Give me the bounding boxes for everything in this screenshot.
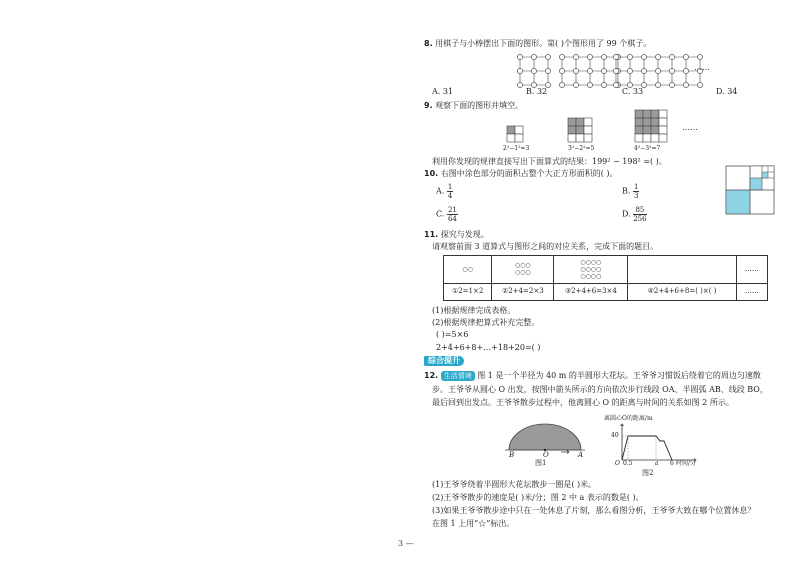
q10-a-num: 1 xyxy=(447,183,453,191)
chess-piece-icon xyxy=(627,68,632,73)
chess-piece-icon xyxy=(545,54,550,59)
fig1-label-b: B xyxy=(509,451,515,459)
chess-piece-icon xyxy=(641,68,646,73)
q11-eq-2: ②2+4=2×3 xyxy=(492,283,554,300)
q9-caption-2: 3²−2²=5 xyxy=(568,145,595,152)
chess-piece-icon xyxy=(655,54,660,59)
q10-option-c-label: C. xyxy=(436,209,445,219)
q11-fill-line-1[interactable]: ( )=5×6 xyxy=(436,330,469,339)
q10-a-den: 4 xyxy=(447,192,453,200)
q9-text: 观察下面的图形并填空。 xyxy=(435,101,524,110)
section-title-badge: 综合提升 xyxy=(424,356,464,366)
chess-piece-icon xyxy=(587,54,592,59)
chess-piece-icon xyxy=(573,82,578,87)
q11-eq-4[interactable]: ④2+4+6+8=( )×( ) xyxy=(628,283,736,300)
q10-square-figure xyxy=(726,166,774,214)
chess-piece-icon xyxy=(559,82,564,87)
q9-figures xyxy=(500,110,690,150)
q10-option-c[interactable] xyxy=(436,206,458,223)
q10-c-den: 64 xyxy=(447,215,457,223)
chess-piece-icon xyxy=(517,54,522,59)
q11-sub2: (2)根据规律把算式补充完整。 xyxy=(432,318,540,327)
q12-sub3b: 在图 1 上用“☆”标出。 xyxy=(432,519,515,528)
chess-piece-icon xyxy=(587,68,592,73)
fig2-ylabel: 离圆心O的距离/m xyxy=(604,415,653,422)
q11-sub1: (1)根据规律完成表格。 xyxy=(432,306,516,315)
q12-text-1: 图 1 是一个半径为 40 m 的半圆形大花坛。王爷爷习惯饭后绕着它的周边匀速散 xyxy=(477,371,761,380)
fig1-label-o: O xyxy=(543,451,549,459)
fig2-x3: 6 xyxy=(670,460,674,467)
q8-dots: …… xyxy=(694,63,710,72)
chess-piece-icon xyxy=(697,82,702,87)
chess-piece-icon xyxy=(545,68,550,73)
fig2-x2: a xyxy=(655,460,659,467)
q12-number: 12. xyxy=(424,371,439,380)
page-number: 3 — xyxy=(398,539,414,548)
q8-number: 8. xyxy=(424,39,433,48)
q10-c-num: 21 xyxy=(447,206,457,214)
chess-piece-icon xyxy=(517,82,522,87)
q12-figure-2 xyxy=(616,424,696,464)
fig2-x1: 0.5 xyxy=(623,460,633,467)
q10-option-b-label: B. xyxy=(622,186,631,196)
q12-line-1 xyxy=(424,372,761,380)
chess-piece-icon xyxy=(697,54,702,59)
fig2-y40: 40 xyxy=(611,432,619,439)
q11-pattern-row xyxy=(444,256,768,284)
q10-option-a-fraction xyxy=(447,183,453,200)
q11-pattern-cell-5: …… xyxy=(736,256,767,284)
q10-option-b-fraction xyxy=(633,183,639,200)
q12-text-2: 步。王爷爷从圆心 O 出发，按图中箭头所示的方向依次步行线段 OA、半圆弧 AB、线段 BO， xyxy=(432,385,768,394)
q8-figures xyxy=(516,53,696,87)
q11-line xyxy=(424,231,489,239)
q10-option-a[interactable] xyxy=(436,183,453,200)
q12-context-tag: 生活情境 xyxy=(441,371,475,381)
chess-piece-icon xyxy=(613,54,618,59)
q11-eq-3: ③2+4+6=3×4 xyxy=(554,283,628,300)
fig2-caption: 图2 xyxy=(642,469,654,477)
q10-text: 右图中涂色部分的面积占整个大正方形面积的( )。 xyxy=(440,169,618,178)
chess-piece-icon xyxy=(559,54,564,59)
q8-option-d[interactable]: D. 34 xyxy=(716,87,738,96)
chess-piece-icon xyxy=(669,54,674,59)
q10-b-den: 3 xyxy=(633,192,639,200)
q10-line xyxy=(424,170,618,178)
q11-fill-line-2[interactable]: 2+4+6+8+…+18+20=( ) xyxy=(436,343,541,352)
q8-figure-2 xyxy=(559,54,620,87)
q10-b-num: 1 xyxy=(633,183,639,191)
q11-equation-row xyxy=(444,283,768,300)
chess-piece-icon xyxy=(683,68,688,73)
q10-d-den: 256 xyxy=(633,215,647,223)
q11-pattern-cell-1: ○○ xyxy=(444,256,492,284)
q12-sub1[interactable]: (1)王爷爷绕着半圆形大花坛散步一圈是( )米。 xyxy=(432,480,597,489)
chess-piece-icon xyxy=(531,54,536,59)
q9-grid-3 xyxy=(635,110,667,142)
q11-pattern-table xyxy=(443,255,768,301)
chess-piece-icon xyxy=(601,82,606,87)
chess-piece-icon xyxy=(683,82,688,87)
q9-line xyxy=(424,102,523,110)
q11-eq-1: ①2=1×2 xyxy=(444,283,492,300)
q9-caption-3: 4²−3²=7 xyxy=(634,145,661,152)
q12-text-3: 最后回到出发点。王爷爷散步过程中，他离圆心 O 的距离与时间的关系如图 2 所示。 xyxy=(432,398,734,407)
q8-figure-3 xyxy=(613,54,702,87)
chess-piece-icon xyxy=(669,68,674,73)
q12-sub3: (3)如果王爷爷散步途中只在一处休息了片刻，那么看图分析，王爷爷大致在哪个位置休息？ xyxy=(432,506,756,515)
chess-piece-icon xyxy=(655,82,660,87)
q11-pattern-cell-4[interactable] xyxy=(628,256,736,284)
q8-option-c[interactable]: C. 33 xyxy=(622,87,644,96)
chess-piece-icon xyxy=(601,54,606,59)
q11-pattern-cell-2: ○○○ ○○○ xyxy=(492,256,554,284)
chess-piece-icon xyxy=(655,68,660,73)
q11-pattern-cell-3: ○○○○ ○○○○ ○○○○ xyxy=(554,256,628,284)
q10-d-num: 85 xyxy=(633,206,646,215)
chess-piece-icon xyxy=(613,82,618,87)
q11-instructions: 请观察前面 3 道算式与图形之间的对应关系，完成下面的题目。 xyxy=(432,242,659,251)
chess-piece-icon xyxy=(627,54,632,59)
q10-option-b[interactable] xyxy=(622,183,639,200)
q8-text: 用棋子与小棒摆出下面的图形。第( )个图形用了 99 个棋子。 xyxy=(435,39,652,48)
chess-piece-icon xyxy=(531,68,536,73)
q8-option-b[interactable]: B. 32 xyxy=(526,87,548,96)
chess-piece-icon xyxy=(573,68,578,73)
q8-option-a[interactable]: A. 31 xyxy=(432,87,454,96)
q9-grid-2 xyxy=(568,118,592,142)
chess-piece-icon xyxy=(573,54,578,59)
chess-piece-icon xyxy=(587,82,592,87)
q10-option-d-fraction xyxy=(633,206,646,223)
chess-piece-icon xyxy=(517,68,522,73)
q10-option-a-label: A. xyxy=(436,186,445,196)
q10-option-d-label: D. xyxy=(622,209,631,219)
chess-piece-icon xyxy=(601,68,606,73)
q9-number: 9. xyxy=(424,101,433,110)
q8-line xyxy=(424,40,651,48)
q11-number: 11. xyxy=(424,230,439,239)
q9-caption-1: 2²−1²=3 xyxy=(503,145,530,152)
q9-dots: …… xyxy=(682,123,698,132)
fig2-origin: O xyxy=(615,460,620,467)
q9-question: 利用你发现的规律直接写出下面算式的结果：199² − 198² =( )。 xyxy=(432,157,667,166)
fig2-xlabel: 时间/分 xyxy=(676,460,697,467)
chess-piece-icon xyxy=(669,82,674,87)
chess-piece-icon xyxy=(683,54,688,59)
chess-piece-icon xyxy=(613,68,618,73)
fig1-label-a: A xyxy=(578,451,584,459)
q10-number: 10. xyxy=(424,169,439,178)
q10-option-c-fraction xyxy=(447,206,458,223)
chess-piece-icon xyxy=(641,54,646,59)
q10-option-d[interactable] xyxy=(622,206,647,223)
q9-grid-1 xyxy=(507,126,523,142)
fig1-caption: 图1 xyxy=(535,459,547,467)
chess-piece-icon xyxy=(559,68,564,73)
q12-sub2[interactable]: (2)王爷爷散步的速度是( )米/分；图 2 中 a 表示的数是( )。 xyxy=(432,493,644,502)
q11-title: 探究与发现。 xyxy=(440,230,489,239)
q8-figure-1 xyxy=(517,54,550,87)
q11-eq-5: …… xyxy=(736,283,767,300)
